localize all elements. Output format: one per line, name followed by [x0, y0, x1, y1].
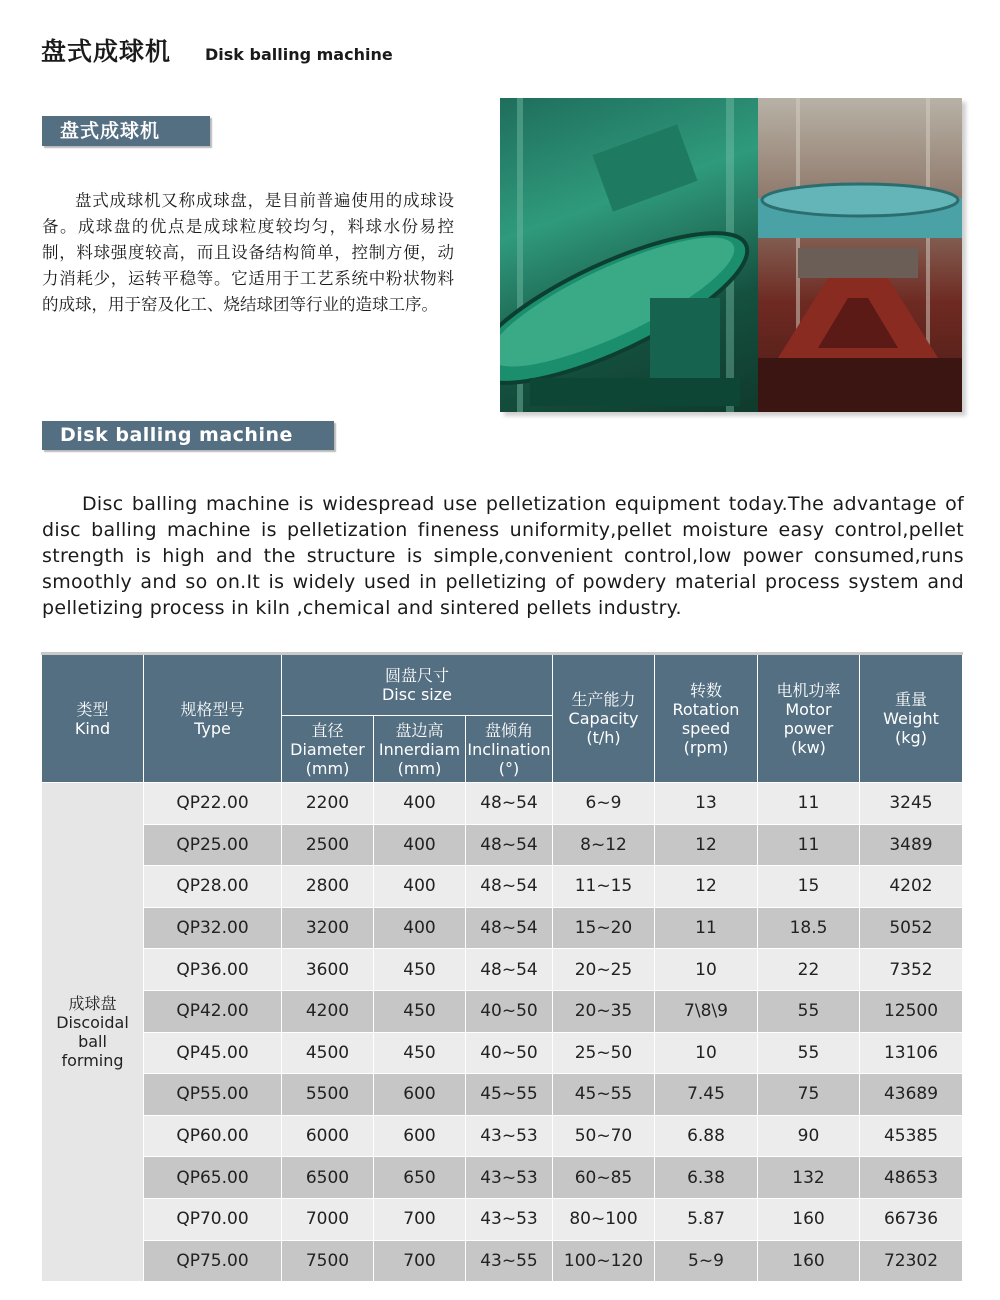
table-cell: 3489 — [860, 824, 963, 866]
table-cell: 48~54 — [466, 783, 553, 825]
table-cell: 60~85 — [553, 1157, 655, 1199]
header-type: 规格型号 Type — [144, 654, 282, 783]
table-cell: 45~55 — [466, 1074, 553, 1116]
table-cell: QP42.00 — [144, 990, 282, 1032]
table-cell: 450 — [374, 1032, 466, 1074]
table-cell: 25~50 — [553, 1032, 655, 1074]
table-cell: QP32.00 — [144, 907, 282, 949]
table-cell: 20~35 — [553, 990, 655, 1032]
table-row — [42, 824, 963, 866]
machine-photo — [500, 98, 962, 412]
table-cell: 10 — [655, 1032, 758, 1074]
table-cell: 4202 — [860, 866, 963, 908]
table-cell: 400 — [374, 824, 466, 866]
table-cell: 5500 — [282, 1074, 374, 1116]
table-cell: 48~54 — [466, 824, 553, 866]
table-cell: 75 — [758, 1074, 860, 1116]
table-cell: QP28.00 — [144, 866, 282, 908]
table-cell: 22 — [758, 949, 860, 991]
table-cell: 13 — [655, 783, 758, 825]
table-cell: QP22.00 — [144, 783, 282, 825]
table-cell: 4500 — [282, 1032, 374, 1074]
page-header — [41, 32, 393, 68]
table-cell: 5~9 — [655, 1240, 758, 1282]
header-rotation-speed: 转数 Rotation speed (rpm) — [655, 654, 758, 783]
spec-table — [41, 652, 963, 1282]
table-cell: 12 — [655, 866, 758, 908]
red-disc-machine-illustration — [758, 98, 962, 412]
section-heading-cn: 盘式成球机 — [42, 116, 210, 146]
table-row — [42, 1157, 963, 1199]
table-cell: 43~53 — [466, 1115, 553, 1157]
table-cell: 48~54 — [466, 866, 553, 908]
table-cell: 11 — [758, 783, 860, 825]
table-cell: 7352 — [860, 949, 963, 991]
table-cell: QP70.00 — [144, 1198, 282, 1240]
table-cell: 160 — [758, 1198, 860, 1240]
table-cell: 48~54 — [466, 907, 553, 949]
table-row — [42, 990, 963, 1032]
page-title-en: Disk balling machine — [205, 45, 393, 64]
table-row — [42, 1198, 963, 1240]
table-cell: 11 — [758, 824, 860, 866]
header-innerdiam: 盘边高 Innerdiam (mm) — [374, 716, 466, 783]
table-cell: 600 — [374, 1115, 466, 1157]
table-row — [42, 907, 963, 949]
header-inclination: 盘倾角 Inclination (°) — [466, 716, 553, 783]
table-cell: 700 — [374, 1198, 466, 1240]
table-cell: 40~50 — [466, 1032, 553, 1074]
table-cell: 90 — [758, 1115, 860, 1157]
page-title-cn: 盘式成球机 — [41, 37, 172, 66]
table-cell: 6.38 — [655, 1157, 758, 1199]
table-cell: 2800 — [282, 866, 374, 908]
table-row — [42, 949, 963, 991]
table-header-row-1 — [42, 654, 963, 716]
header-kind: 类型 Kind — [42, 654, 144, 783]
table-cell: 43~53 — [466, 1198, 553, 1240]
table-cell: 80~100 — [553, 1198, 655, 1240]
table-cell: 43~53 — [466, 1157, 553, 1199]
table-cell: QP75.00 — [144, 1240, 282, 1282]
intro-text-cn: 盘式成球机又称成球盘，是目前普遍使用的成球设备。成球盘的优点是成球粒度较均匀，料球水份易控制，料球强度较高，而且设备结构简单，控制方便，动力消耗少，运转平稳等。它适用于工艺系统中粉状物料的成球，用于窑及化工、烧结球团等行业的造球工序。 — [42, 191, 454, 314]
table-cell: 45385 — [860, 1115, 963, 1157]
table-cell: 43~55 — [466, 1240, 553, 1282]
header-weight: 重量 Weight (kg) — [860, 654, 963, 783]
table-cell: 7.45 — [655, 1074, 758, 1116]
table-cell: QP60.00 — [144, 1115, 282, 1157]
table-cell: 11~15 — [553, 866, 655, 908]
table-cell: 15 — [758, 866, 860, 908]
table-cell: 48653 — [860, 1157, 963, 1199]
table-row — [42, 1032, 963, 1074]
header-disc-size: 圆盘尺寸 Disc size — [282, 654, 553, 716]
kind-cell: 成球盘 Discoidal ball forming — [42, 783, 144, 1282]
table-cell: 400 — [374, 907, 466, 949]
table-cell: 4200 — [282, 990, 374, 1032]
table-cell: QP36.00 — [144, 949, 282, 991]
section-heading-en: Disk balling machine — [42, 421, 334, 450]
table-cell: 5052 — [860, 907, 963, 949]
green-disc-machine-photo — [500, 98, 758, 412]
header-motor-power: 电机功率 Motor power (kw) — [758, 654, 860, 783]
table-cell: 12500 — [860, 990, 963, 1032]
green-disc-machine-illustration — [500, 98, 758, 412]
table-cell: 3200 — [282, 907, 374, 949]
table-cell: 400 — [374, 866, 466, 908]
table-row — [42, 866, 963, 908]
table-cell: 7000 — [282, 1198, 374, 1240]
table-cell: 18.5 — [758, 907, 860, 949]
table-cell: 11 — [655, 907, 758, 949]
table-cell: 6.88 — [655, 1115, 758, 1157]
table-cell: 20~25 — [553, 949, 655, 991]
table-cell: 72302 — [860, 1240, 963, 1282]
table-row — [42, 1115, 963, 1157]
table-cell: 15~20 — [553, 907, 655, 949]
table-cell: 43689 — [860, 1074, 963, 1116]
table-cell: 3600 — [282, 949, 374, 991]
table-cell: 5.87 — [655, 1198, 758, 1240]
table-cell: 40~50 — [466, 990, 553, 1032]
table-cell: 600 — [374, 1074, 466, 1116]
table-cell: 650 — [374, 1157, 466, 1199]
intro-text-en: Disc balling machine is widespread use pelletization equipment today.The advantage of disc balling machine is pelletization fineness uniformity,pellet moisture easy control,pellet strength is high and the structure is simple,convenient control,low power consumed,runs smoothly and so on.It is widely used in pelletizing of powdery material process system and pelletizing process in kiln ,chemical and sintered pellets industry. — [42, 493, 964, 619]
table-cell: 160 — [758, 1240, 860, 1282]
table-cell: 450 — [374, 949, 466, 991]
table-row — [42, 1240, 963, 1282]
table-cell: 12 — [655, 824, 758, 866]
table-cell: 2500 — [282, 824, 374, 866]
table-cell: QP55.00 — [144, 1074, 282, 1116]
table-cell: 13106 — [860, 1032, 963, 1074]
table-cell: 6~9 — [553, 783, 655, 825]
red-disc-machine-photo — [758, 98, 962, 412]
table-cell: QP25.00 — [144, 824, 282, 866]
table-cell: 50~70 — [553, 1115, 655, 1157]
table-cell: 6500 — [282, 1157, 374, 1199]
table-cell: QP65.00 — [144, 1157, 282, 1199]
table-cell: 48~54 — [466, 949, 553, 991]
table-row — [42, 1074, 963, 1116]
table-body — [42, 783, 963, 1282]
table-cell: 8~12 — [553, 824, 655, 866]
table-cell: 6000 — [282, 1115, 374, 1157]
table-cell: 7500 — [282, 1240, 374, 1282]
table-cell: 3245 — [860, 783, 963, 825]
table-cell: 66736 — [860, 1198, 963, 1240]
header-diameter: 直径 Diameter (mm) — [282, 716, 374, 783]
table-cell: 450 — [374, 990, 466, 1032]
table-cell: 700 — [374, 1240, 466, 1282]
table-cell: 10 — [655, 949, 758, 991]
table-cell: 132 — [758, 1157, 860, 1199]
table-cell: 400 — [374, 783, 466, 825]
table-row — [42, 783, 963, 825]
table-cell: 2200 — [282, 783, 374, 825]
table-cell: 45~55 — [553, 1074, 655, 1116]
table-cell: 55 — [758, 1032, 860, 1074]
table-cell: QP45.00 — [144, 1032, 282, 1074]
table-cell: 55 — [758, 990, 860, 1032]
table-cell: 7\8\9 — [655, 990, 758, 1032]
header-capacity: 生产能力 Capacity (t/h) — [553, 654, 655, 783]
table-cell: 100~120 — [553, 1240, 655, 1282]
